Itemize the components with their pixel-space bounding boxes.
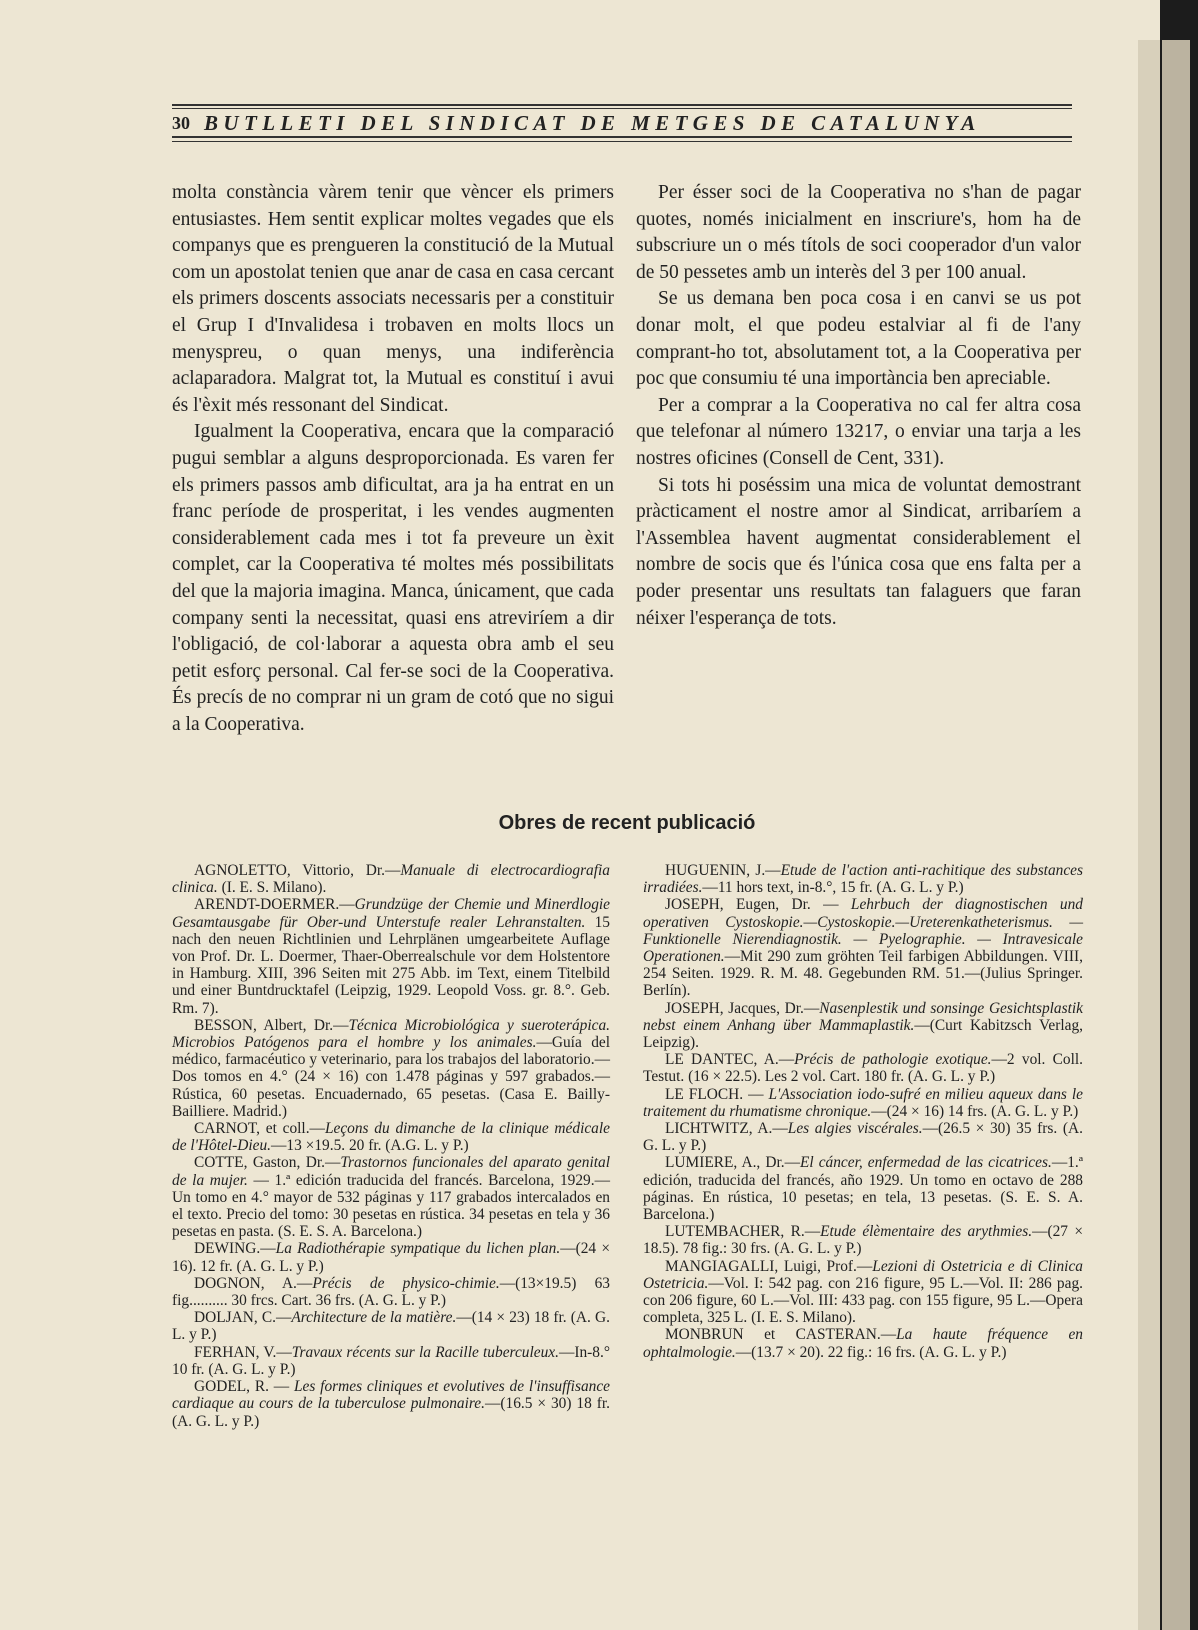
bibliography-entry: HUGUENIN, J.—Etude de l'action anti-rachitique des substances irradiées.—11 hors text, in-8.°, 15 fr. (A. G. L. y P.) — [643, 862, 1083, 897]
header-rule-top — [172, 104, 1072, 109]
bibliography-entry: JOSEPH, Eugen, Dr. — Lehrbuch der diagnostischen und operativen Cystoskopie.—Cystoskopie.—Ureterenkatheterismus. — Funktionelle Nierendiagnostik. — Pyelographie. — Intravesicale Operationen.—Mit 290 zum gröhten Teil farbigen Abbildungen. VIII, 254 Seiten. 1929. R. M. 48. Gegebunden RM. 51.—(Julius Springer. Berlín). — [643, 896, 1083, 1000]
journal-title: BUTLLETI DEL SINDICAT DE METGES DE CATALUNYA — [204, 111, 981, 135]
bibliography-entry: LUTEMBACHER, R.—Etude élèmentaire des arythmies.—(27 × 18.5). 78 fig.: 30 frs. (A. G. L. y P.) — [643, 1223, 1083, 1258]
paragraph: Igualment la Cooperativa, encara que la comparació pugui semblar a alguns desproporcionada. Es varen fer els primers passos amb dificultat, ara ja ha entrat en un franc període de prosperitat, i les vendes augmenten considerablement cada mes i tot fa preveure un èxit complet, car la Cooperativa té moltes més possibilitats del que la majoria imagina. Manca, únicament, que cada company senti la necessitat, quasi ens atreviríem a dir l'obligació, de col·laborar a aquesta obra amb el seu petit esforç personal. Cal fer-se soci de la Cooperativa. És precís de no comprar ni un gram de cotó que no sigui a la Cooperativa. — [172, 421, 614, 735]
bibliography-entry: LE DANTEC, A.—Précis de pathologie exotique.—2 vol. Coll. Testut. (16 × 22.5). Les 2 vol. Cart. 180 fr. (A. G. L. y P.) — [643, 1051, 1084, 1086]
bibliography-entry: MONBRUN et CASTERAN.—La haute fréquence en ophtalmologie.—(13.7 × 20). 22 fig.: 16 frs. (A. G. L. y P.) — [643, 1326, 1083, 1361]
bibliography-entry: DOLJAN, C.—Architecture de la matière.—(14 × 23) 18 fr. (A. G. L. y P.) — [172, 1309, 610, 1344]
bibliography-entry: LUMIERE, A., Dr.—El cáncer, enfermedad de las cicatrices.—1.ª edición, traducida del francés, año 1929. Un tomo en octavo de 288 páginas. En rústica, 10 pesetas; en tela, 13 pesetas. (S. E. S. A. Barcelona.) — [643, 1154, 1083, 1224]
paragraph: Per a comprar a la Cooperativa no cal fer altra cosa que telefonar al número 13217, o enviar una tarja a les nostres oficines (Consell de Cent, 331). — [636, 394, 1081, 469]
paragraph: Per ésser soci de la Cooperativa no s'han de pagar quotes, només inicialment en inscriure's, hom ha de subscriure un o més títols de soci cooperador d'un valor de 50 pessetes amb un interès del 3 per 100 anual. — [636, 182, 1081, 283]
paragraph: Si tots hi poséssim una mica de voluntat demostrant pràcticament el nostre amor al Sindicat, arribaríem a l'Assemblea havent augmentat considerablement el nombre de socis que és l'única cosa que ens falta per a poder presentar uns resultats tan falaguers que faran néixer l'esperança de tots. — [636, 474, 1081, 629]
bibliography-entry: ARENDT-DOERMER.—Grundzüge der Chemie und Minerdlogie Gesamtausgabe für Ober-und Unterstufe realer Lehranstalten. 15 nach den neuen Richtlinien und Lehrplänen umgearbeitete Auflage von Prof. Dr. L. Doermer, Thaer-Oberrealschule vor dem Holstentore in Hamburg. XIII, 396 Seiten mit 275 Abb. im Text, einem Titelbild und einer Buntdrucktafel (Leipzig, 1929. Leopold Voss. gr. 8.°. Geb. Rm. 7). — [172, 896, 610, 1017]
running-header — [172, 104, 1072, 154]
article-right-column — [636, 180, 1081, 632]
bibliography-entry: BESSON, Albert, Dr.—Técnica Microbiológica y sueroterápica. Microbios Patógenos para el hombre y los animales.—Guía del médico, farmacéutico y veterinario, para los trabajos del laboratorio.—Dos tomos en 4.° (24 × 16) con 1.478 páginas y 597 grabados.—Rústica, 60 pesetas. Encuadernado, 65 pesetas. (Casa E. Bailly-Bailliere. Madrid.) — [172, 1016, 610, 1120]
bibliography-right-column — [643, 862, 1083, 1361]
bibliography-entry: GODEL, R. — Les formes cliniques et evolutives de l'insuffisance cardiaque au cours de la tuberculose pulmonaire.—(16.5 × 30) 18 fr. (A. G. L. y P.) — [172, 1378, 610, 1430]
bibliography-entry: FERHAN, V.—Travaux récents sur la Racille tuberculeux.—In-8.° 10 fr. (A. G. L. y P.) — [172, 1343, 610, 1378]
adjacent-page-edge — [1162, 40, 1190, 1630]
article-left-column — [172, 180, 614, 738]
page-gutter-shadow — [1138, 40, 1160, 1630]
bibliography-entry: LICHTWITZ, A.—Les algies viscérales.—(26.5 × 30) 35 frs. (A. G. L. y P.) — [643, 1120, 1083, 1155]
paragraph: molta constància vàrem tenir que vèncer els primers entusiastes. Hem sentit explicar moltes vegades que els companys que es prengueren la constitució de la Mutual com un apostolat tenien que anar de casa en casa cercant els primers doscents associats necessaris per a constituir el Grup I d'Invalidesa i trobaven en molts llocs un menyspreu, o quan menys, una indiferència aclaparadora. Malgrat tot, la Mutual es constituí i avui és l'èxit més ressonant del Sindicat. — [172, 182, 614, 416]
bibliography-entry: AGNOLETTO, Vittorio, Dr.—Manuale di electrocardiografia clinica. (I. E. S. Milano). — [172, 862, 610, 897]
paragraph: Se us demana ben poca cosa i en canvi se us pot donar molt, el que podeu estalviar al fi de l'any comprant-ho tot, absolutament tot, a la Cooperativa per poc que consumiu té una importància ben apreciable. — [636, 288, 1081, 390]
page-number: 30 — [172, 113, 190, 133]
section-heading: Obres de recent publicació — [498, 812, 756, 834]
bibliography-left-column — [172, 862, 610, 1430]
header-rule-bottom — [172, 136, 1072, 142]
bibliography-entry: DOGNON, A.—Précis de physico-chimie.—(13×19.5) 63 fig.......... 30 frcs. Cart. 36 frs. (A. G. L. y P.) — [172, 1274, 611, 1310]
bibliography-entry: LE FLOCH. — L'Association iodo-sufré en milieu aqueux dans le traitement du rhumatisme chronique.—(24 × 16) 14 frs. (A. G. L. y P.) — [643, 1085, 1083, 1120]
bibliography-entry: CARNOT, et coll.—Leçons du dimanche de la clinique médicale de l'Hôtel-Dieu.—13 ×19.5. 20 fr. (A.G. L. y P.) — [172, 1120, 610, 1155]
bibliography-entry: JOSEPH, Jacques, Dr.—Nasenplestik und sonsinge Gesichtsplastik nebst einem Anhang über Mammaplastik.—(Curt Kabitzsch Verlag, Leipzig). — [643, 999, 1083, 1052]
bibliography-entry: COTTE, Gaston, Dr.—Trastornos funcionales del aparato genital de la mujer. — 1.ª edición traducida del francés. Barcelona, 1929.—Un tomo en 4.° mayor de 532 páginas y 117 grabados intercalados en el texto. Precio del tomo: 30 pesetas en rústica. 34 pesetas en tela y 36 pesetas en pasta. (S. E. S. A. Barcelona.) — [172, 1154, 610, 1241]
bibliography-entry: DEWING.—La Radiothérapie sympatique du lichen plan.—(24 × 16). 12 fr. (A. G. L. y P.) — [172, 1240, 610, 1275]
bibliography-entry: MANGIAGALLI, Luigi, Prof.—Lezioni di Ostetricia e di Clinica Ostetricia.—Vol. I: 542 pag. con 216 figure, 95 L.—Vol. II: 286 pag. con 206 figure, 60 L.—Vol. III: 433 pag. con 155 figure, 95 L.—Opera completa, 325 L. (I. E. S. Milano). — [643, 1257, 1083, 1327]
